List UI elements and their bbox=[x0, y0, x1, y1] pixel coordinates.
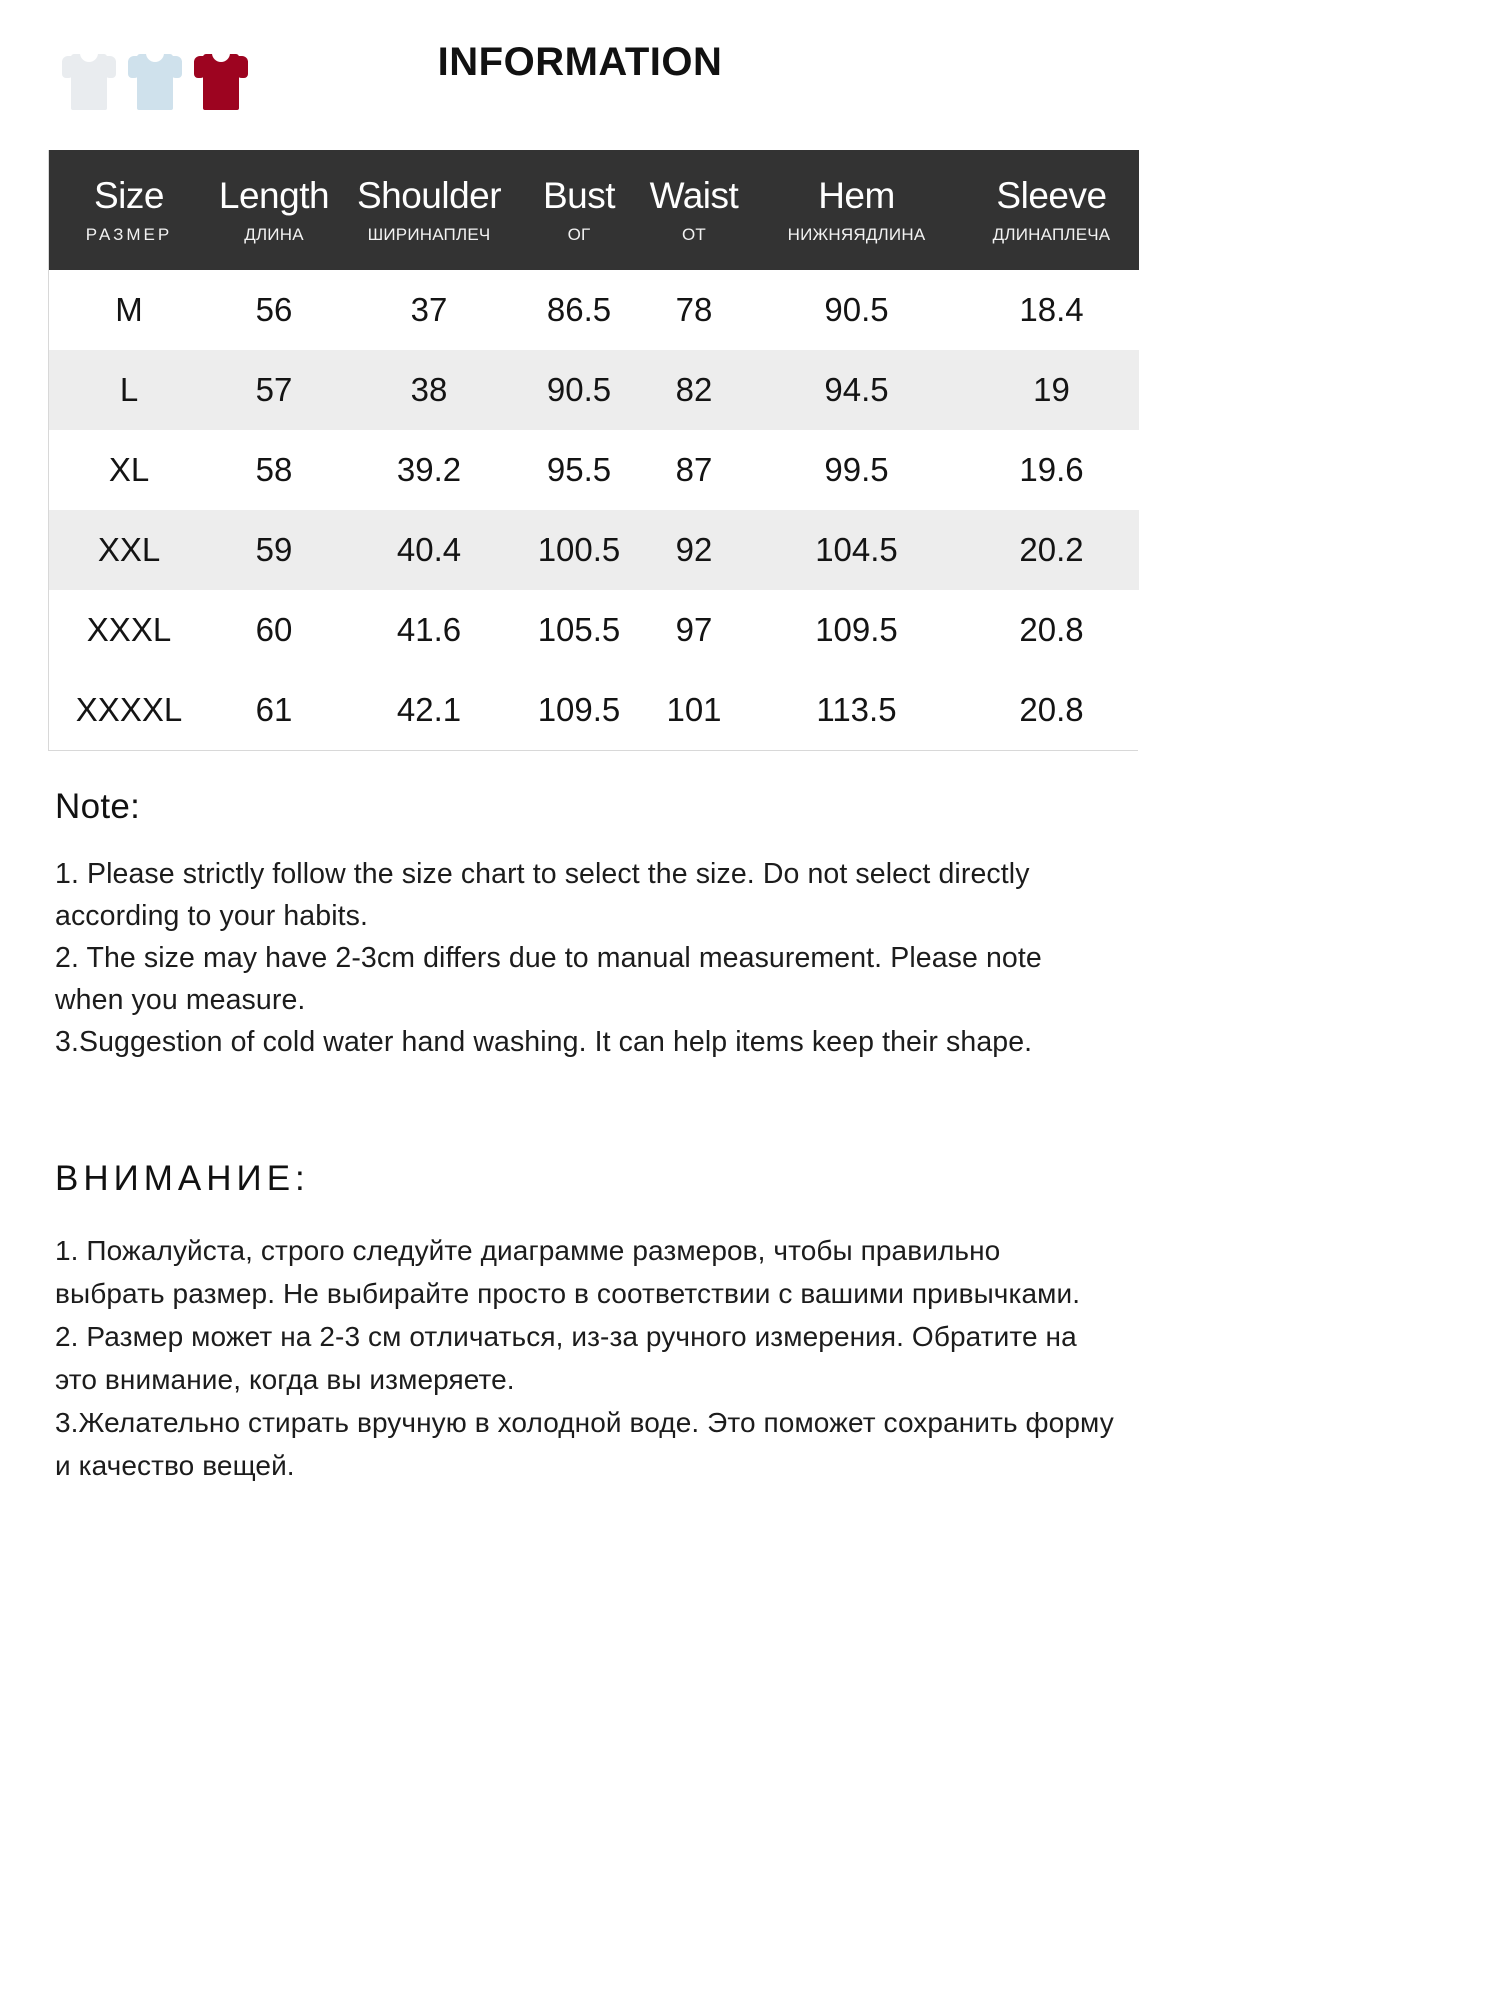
size-table bbox=[49, 150, 1139, 750]
cell-length: 58 bbox=[209, 430, 339, 510]
table-row bbox=[49, 590, 1139, 670]
cell-waist: 101 bbox=[639, 670, 749, 750]
cell-bust: 95.5 bbox=[519, 430, 639, 510]
cell-length: 59 bbox=[209, 510, 339, 590]
cell-shoulder: 37 bbox=[339, 270, 519, 350]
cell-bust: 109.5 bbox=[519, 670, 639, 750]
cell-shoulder: 42.1 bbox=[339, 670, 519, 750]
column-label-ru: РАЗМЕР bbox=[85, 225, 173, 245]
cell-sleeve: 20.2 bbox=[964, 510, 1139, 590]
cell-shoulder: 38 bbox=[339, 350, 519, 430]
note-line-en-2: 2. The size may have 2-3cm differs due to manual measurement. Please note when you measure. bbox=[55, 942, 1042, 1016]
cell-bust: 86.5 bbox=[519, 270, 639, 350]
cell-size: M bbox=[49, 270, 209, 350]
column-label-en: Length bbox=[218, 174, 330, 216]
notes-heading-ru: ВНИМАНИЕ: bbox=[55, 1159, 310, 1198]
note-line-ru-3: 3.Желательно стирать вручную в холодной воде. Это поможет сохранить форму и качество вещей. bbox=[55, 1407, 1114, 1481]
column-header-shoulder bbox=[339, 150, 519, 270]
column-label-ru: ШИРИНАПЛЕЧ bbox=[367, 225, 491, 245]
notes-english bbox=[55, 787, 1115, 1063]
column-header-length bbox=[209, 150, 339, 270]
cell-waist: 78 bbox=[639, 270, 749, 350]
cell-size: XXL bbox=[49, 510, 209, 590]
column-label-ru: ОГ bbox=[567, 225, 591, 245]
note-line-en-3: 3.Suggestion of cold water hand washing. It can help items keep their shape. bbox=[55, 1026, 1033, 1058]
cell-hem: 109.5 bbox=[749, 590, 964, 670]
cell-shoulder: 39.2 bbox=[339, 430, 519, 510]
column-label-ru: ОТ bbox=[681, 225, 706, 245]
cell-sleeve: 19.6 bbox=[964, 430, 1139, 510]
column-label-ru: ДЛИНА bbox=[244, 225, 304, 245]
table-row bbox=[49, 430, 1139, 510]
column-label-ru: НИЖНЯЯДЛИНА bbox=[787, 225, 926, 245]
notes-heading-en: Note: bbox=[55, 787, 141, 826]
note-line-ru-1: 1. Пожалуйста, строго следуйте диаграмме размеров, чтобы правильно выбрать размер. Не выбирайте просто в соответствии с вашими привычками. bbox=[55, 1235, 1081, 1309]
cell-length: 61 bbox=[209, 670, 339, 750]
cell-length: 57 bbox=[209, 350, 339, 430]
column-label-en: Bust bbox=[542, 174, 616, 216]
column-label-ru: ДЛИНАПЛЕЧА bbox=[992, 225, 1111, 245]
column-header-bust bbox=[519, 150, 639, 270]
cell-size: L bbox=[49, 350, 209, 430]
cell-size: XL bbox=[49, 430, 209, 510]
page-title: INFORMATION bbox=[437, 40, 723, 84]
cell-bust: 105.5 bbox=[519, 590, 639, 670]
cell-waist: 82 bbox=[639, 350, 749, 430]
size-table-body bbox=[49, 270, 1139, 750]
cell-shoulder: 40.4 bbox=[339, 510, 519, 590]
cell-sleeve: 20.8 bbox=[964, 590, 1139, 670]
cell-bust: 90.5 bbox=[519, 350, 639, 430]
column-label-en: Hem bbox=[818, 174, 895, 216]
cell-sleeve: 18.4 bbox=[964, 270, 1139, 350]
cell-waist: 92 bbox=[639, 510, 749, 590]
cell-size: XXXXL bbox=[49, 670, 209, 750]
table-row bbox=[49, 510, 1139, 590]
column-header-waist bbox=[639, 150, 749, 270]
cell-hem: 104.5 bbox=[749, 510, 964, 590]
cell-size: XXXL bbox=[49, 590, 209, 670]
cell-hem: 94.5 bbox=[749, 350, 964, 430]
cell-shoulder: 41.6 bbox=[339, 590, 519, 670]
cell-hem: 90.5 bbox=[749, 270, 964, 350]
cell-hem: 99.5 bbox=[749, 430, 964, 510]
cell-waist: 87 bbox=[639, 430, 749, 510]
cell-hem: 113.5 bbox=[749, 670, 964, 750]
note-line-en-1: 1. Please strictly follow the size chart to select the size. Do not select directly according to your habits. bbox=[55, 858, 1030, 932]
cell-length: 60 bbox=[209, 590, 339, 670]
cell-waist: 97 bbox=[639, 590, 749, 670]
column-header-sleeve bbox=[964, 150, 1139, 270]
column-label-en: Size bbox=[94, 174, 164, 216]
size-table-head bbox=[49, 150, 1139, 270]
note-line-ru-2: 2. Размер может на 2-3 см отличаться, из-за ручного измерения. Обратите на это внимание, когда вы измеряете. bbox=[55, 1321, 1077, 1395]
cell-sleeve: 20.8 bbox=[964, 670, 1139, 750]
table-row bbox=[49, 670, 1139, 750]
column-header-hem bbox=[749, 150, 964, 270]
notes-russian bbox=[55, 1159, 1115, 1487]
cell-sleeve: 19 bbox=[964, 350, 1139, 430]
column-label-en: Waist bbox=[649, 174, 739, 216]
column-label-en: Sleeve bbox=[996, 174, 1107, 216]
size-table-container bbox=[48, 150, 1138, 751]
cell-bust: 100.5 bbox=[519, 510, 639, 590]
column-header-size bbox=[49, 150, 209, 270]
page-header bbox=[0, 0, 1160, 150]
table-row bbox=[49, 350, 1139, 430]
cell-length: 56 bbox=[209, 270, 339, 350]
table-row bbox=[49, 270, 1139, 350]
table-header-row bbox=[49, 150, 1139, 270]
column-label-en: Shoulder bbox=[356, 174, 502, 216]
